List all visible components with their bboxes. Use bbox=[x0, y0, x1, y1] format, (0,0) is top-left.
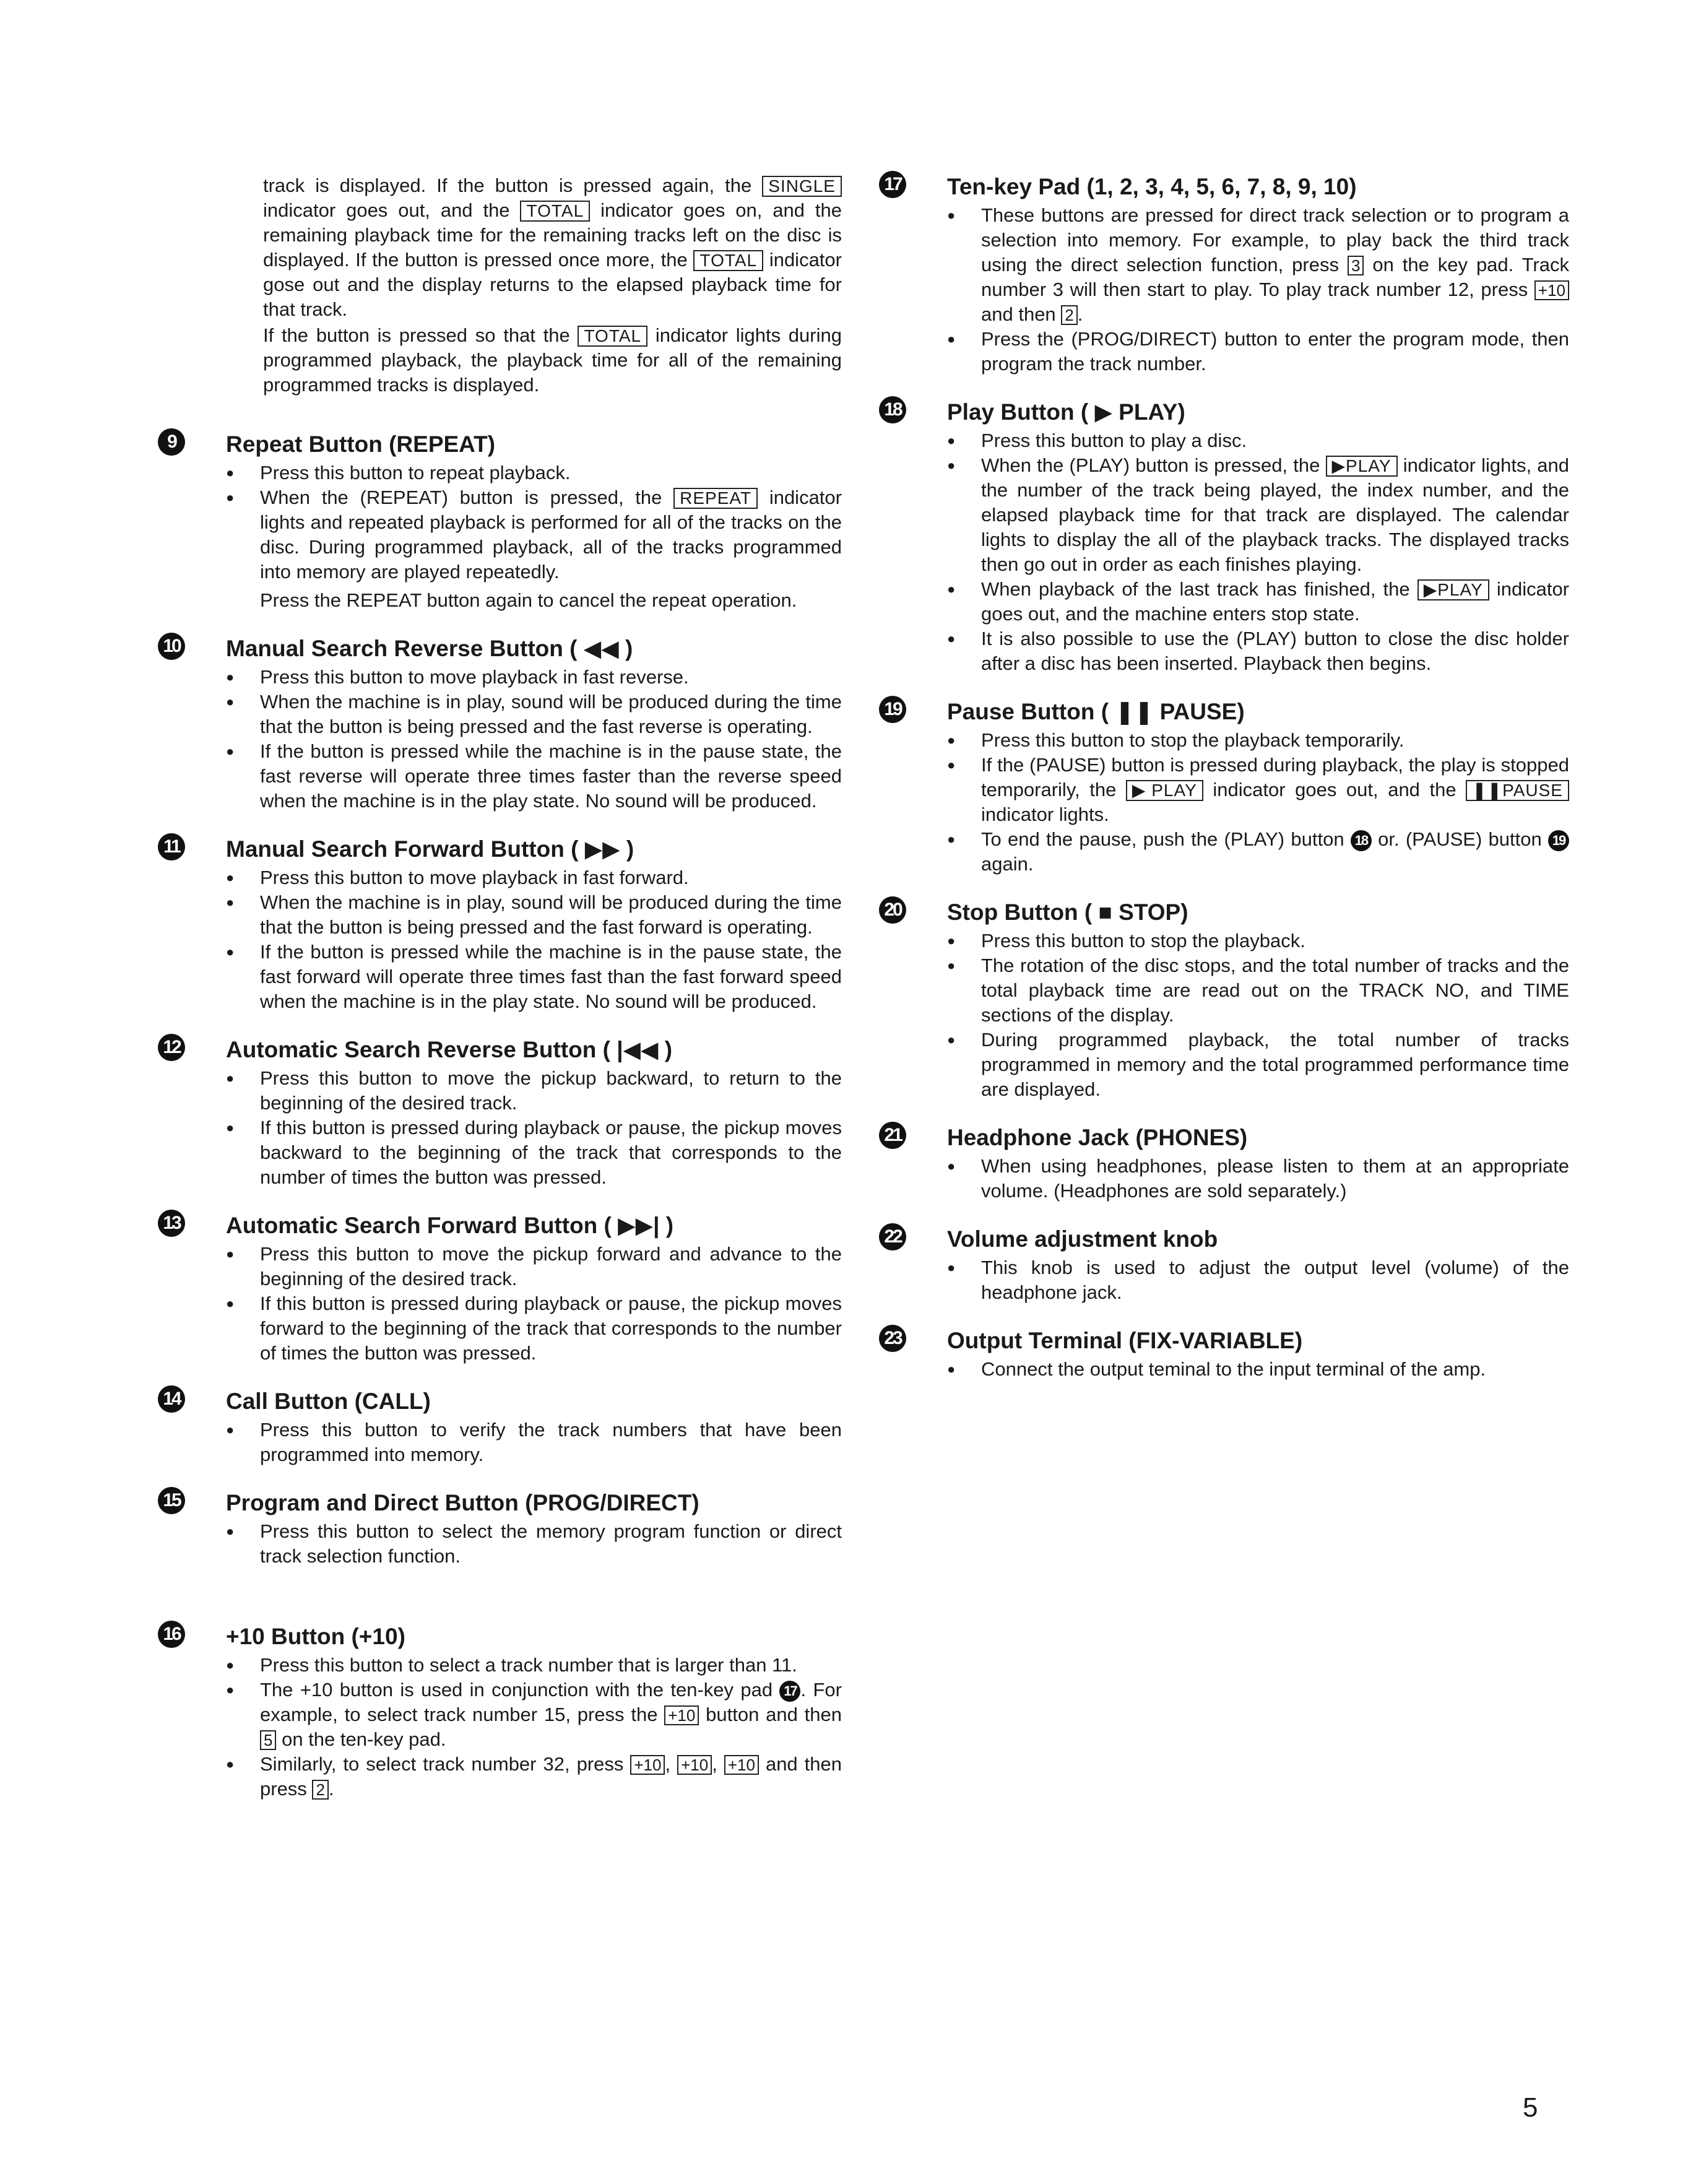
bullet-item: ● The rotation of the disc stops, and the total number of tracks and the total playback time are read out on the TRACK NO, and TIME sections of the display. bbox=[947, 953, 1569, 1028]
section-heading: Manual Search Forward Button ( ▶▶ ) bbox=[226, 836, 634, 862]
bullet-text: or. (PAUSE) button bbox=[1378, 828, 1542, 850]
section-heading: Play Button ( ▶ PLAY) bbox=[947, 399, 1185, 425]
bullet-text: indicator lights. bbox=[981, 804, 1109, 825]
left-column bbox=[158, 173, 842, 1801]
comma: , bbox=[665, 1753, 671, 1775]
bullet-item: ● During programmed playback, the total number of tracks programmed in memory and the total programmed performance time are displayed. bbox=[947, 1028, 1569, 1102]
plus10-key: +10 bbox=[724, 1755, 759, 1775]
section-heading: Headphone Jack (PHONES) bbox=[947, 1125, 1248, 1150]
section-10 bbox=[158, 635, 842, 813]
bullet-item: ● Press this button to stop the playback. bbox=[947, 929, 1569, 953]
section-number: 21 bbox=[879, 1122, 906, 1149]
bullet-item: ● Press this button to move playback in fast reverse. bbox=[226, 665, 842, 690]
intro-paragraph-1 bbox=[263, 173, 842, 322]
section-reference: 17 bbox=[779, 1681, 800, 1702]
bullet-text: The +10 button is used in conjunction with the ten-key pad bbox=[260, 1679, 773, 1701]
bullet-item: ● It is also possible to use the (PLAY) button to close the disc holder after a disc has been inserted. Playback then begins. bbox=[947, 626, 1569, 676]
bullet-list bbox=[226, 665, 842, 813]
bullet-list bbox=[226, 865, 842, 1014]
bullet-text: . For example, to select track number 15, press the bbox=[260, 1679, 842, 1725]
section-heading: Ten-key Pad (1, 2, 3, 4, 5, 6, 7, 8, 9, 10) bbox=[947, 174, 1357, 199]
section-number: 16 bbox=[158, 1621, 185, 1648]
section-14 bbox=[158, 1388, 842, 1467]
total-indicator: TOTAL bbox=[520, 201, 590, 222]
bullet-item bbox=[226, 1678, 842, 1752]
plus10-key: +10 bbox=[1534, 280, 1569, 300]
number-key: 2 bbox=[1061, 305, 1077, 325]
section-number: 15 bbox=[158, 1487, 185, 1514]
section-17 bbox=[879, 173, 1569, 376]
bullet-text: indicator lights, and the number of the track being played, the index number, and the elapsed playback time for that track are displayed. The calendar lights to display the all of the playback tracks. The displayed tracks then go out in order as each finishes playing. bbox=[981, 454, 1569, 575]
section-number: 12 bbox=[158, 1034, 185, 1061]
section-number: 20 bbox=[879, 896, 906, 924]
bullet-list bbox=[226, 1066, 842, 1190]
bullet-text: and then press bbox=[260, 1753, 842, 1800]
total-indicator: TOTAL bbox=[693, 250, 763, 271]
section-18 bbox=[879, 399, 1569, 676]
intro-text: indicator goes on, and the remaining playback time for the remaining tracks left on the disc is displayed. If the button is pressed once more, the bbox=[263, 199, 842, 271]
bullet-text: These buttons are pressed for direct track selection or to program a selection into memory. For example, to play back the third track using the direct selection function, press bbox=[981, 204, 1569, 275]
section-number: 9 bbox=[158, 428, 185, 456]
section-23 bbox=[879, 1327, 1569, 1382]
plus10-key: +10 bbox=[664, 1705, 699, 1725]
bullet-list bbox=[947, 203, 1569, 376]
section-number: 14 bbox=[158, 1385, 185, 1413]
total-indicator: TOTAL bbox=[578, 326, 647, 347]
section-number: 17 bbox=[879, 171, 906, 198]
bullet-list bbox=[947, 1255, 1569, 1305]
section-13 bbox=[158, 1212, 842, 1366]
section-22 bbox=[879, 1226, 1569, 1305]
bullet-text: When the (PLAY) button is pressed, the bbox=[981, 454, 1320, 476]
bullet-item bbox=[947, 453, 1569, 577]
intro-text: indicator lights during programmed playback, the playback time for all of the remaining programmed tracks is displayed. bbox=[263, 324, 842, 396]
intro-paragraph-2 bbox=[263, 323, 842, 397]
bullet-item: ● Press this button to repeat playback. bbox=[226, 461, 842, 485]
bullet-item bbox=[947, 203, 1569, 327]
period: . bbox=[1077, 303, 1083, 325]
intro-text: indicator gose out and the display returns to the elapsed playback time for that track. bbox=[263, 249, 842, 320]
bullet-item: ● Press this button to stop the playback temporarily. bbox=[947, 728, 1569, 753]
bullet-list bbox=[226, 1653, 842, 1801]
bullet-text: indicator goes out, and the machine enters stop state. bbox=[981, 578, 1570, 625]
bullet-item: ● Connect the output teminal to the input terminal of the amp. bbox=[947, 1357, 1569, 1382]
bullet-text: Similarly, to select track number 32, press bbox=[260, 1753, 624, 1775]
bullet-list bbox=[226, 461, 842, 584]
section-heading: Volume adjustment knob bbox=[947, 1226, 1218, 1252]
bullet-list bbox=[947, 1357, 1569, 1382]
section-9 bbox=[158, 431, 842, 613]
bullet-item: ● Press the (PROG/DIRECT) button to enter the program mode, then program the track number. bbox=[947, 327, 1569, 376]
section-heading: +10 Button (+10) bbox=[226, 1624, 405, 1649]
bullet-item: ● Press this button to move the pickup backward, to return to the beginning of the desired track. bbox=[226, 1066, 842, 1116]
bullet-list bbox=[226, 1519, 842, 1569]
bullet-item bbox=[226, 1752, 842, 1801]
section-number: 19 bbox=[879, 696, 906, 723]
bullet-list bbox=[226, 1418, 842, 1467]
period: . bbox=[328, 1778, 334, 1800]
section-16 bbox=[158, 1623, 842, 1801]
section-number: 18 bbox=[879, 396, 906, 423]
section-19 bbox=[879, 698, 1569, 877]
intro-text: If the button is pressed so that the bbox=[263, 324, 570, 346]
bullet-text: again. bbox=[981, 853, 1034, 875]
pause-indicator: ❚❚PAUSE bbox=[1466, 780, 1569, 801]
section-15 bbox=[158, 1489, 842, 1569]
single-indicator: SINGLE bbox=[762, 176, 842, 197]
bullet-item: ● If the button is pressed while the machine is in the pause state, the fast forward will operate three times fast than the fast forward speed when the machine is in the play state. No sound will be produced. bbox=[226, 940, 842, 1014]
section-number: 22 bbox=[879, 1223, 906, 1250]
bullet-item: ● Press this button to select the memory program function or direct track selection function. bbox=[226, 1519, 842, 1569]
number-key: 2 bbox=[312, 1780, 328, 1800]
bullet-item: ● When the machine is in play, sound will be produced during the time that the button is being pressed and the fast reverse is operating. bbox=[226, 690, 842, 739]
bullet-item bbox=[226, 485, 842, 584]
bullet-item: ● This knob is used to adjust the output level (volume) of the headphone jack. bbox=[947, 1255, 1569, 1305]
bullet-item: ● Press this button to verify the track numbers that have been programmed into memory. bbox=[226, 1418, 842, 1467]
section-heading: Call Button (CALL) bbox=[226, 1389, 431, 1414]
bullet-item bbox=[947, 577, 1569, 626]
page-number: 5 bbox=[1523, 2092, 1538, 2123]
bullet-text: indicator lights and repeated playback is performed for all of the tracks on the disc. During programmed playback, all of the tracks programmed into memory are played repeatedly. bbox=[260, 487, 842, 583]
section-heading: Program and Direct Button (PROG/DIRECT) bbox=[226, 1490, 699, 1515]
bullet-text: and then bbox=[981, 303, 1056, 325]
section-reference: 18 bbox=[1351, 830, 1372, 851]
section-number: 11 bbox=[158, 833, 185, 860]
bullet-item: ● When using headphones, please listen to them at an appropriate volume. (Headphones are sold separately.) bbox=[947, 1154, 1569, 1203]
repeat-indicator: REPEAT bbox=[673, 488, 758, 509]
bullet-text: When the (REPEAT) button is pressed, the bbox=[260, 487, 662, 508]
section-heading: Automatic Search Reverse Button ( |◀◀ ) bbox=[226, 1037, 673, 1062]
bullet-text: indicator goes out, and the bbox=[1213, 779, 1456, 800]
comma: , bbox=[712, 1753, 717, 1775]
intro-text: indicator goes out, and the bbox=[263, 199, 510, 221]
section-heading: Stop Button ( ■ STOP) bbox=[947, 899, 1188, 925]
bullet-item bbox=[947, 827, 1569, 877]
section-heading: Pause Button ( ❚❚ PAUSE) bbox=[947, 699, 1245, 724]
bullet-text: To end the pause, push the (PLAY) button bbox=[981, 828, 1344, 850]
intro-continuation bbox=[263, 173, 842, 397]
bullet-text: on the ten-key pad. bbox=[282, 1728, 446, 1750]
bullet-item: ● When the machine is in play, sound will be produced during the time that the button is being pressed and the fast forward is operating. bbox=[226, 890, 842, 940]
bullet-list bbox=[226, 1242, 842, 1366]
section-heading: Repeat Button (REPEAT) bbox=[226, 431, 496, 457]
section-reference: 19 bbox=[1548, 830, 1569, 851]
play-indicator: ▶PLAY bbox=[1417, 579, 1489, 600]
right-column bbox=[879, 173, 1569, 1382]
plus10-key: +10 bbox=[677, 1755, 712, 1775]
bullet-list bbox=[947, 929, 1569, 1102]
intro-text: track is displayed. If the button is pressed again, the bbox=[263, 175, 752, 196]
bullet-item: ● If this button is pressed during playback or pause, the pickup moves forward to the beginning of the track that corresponds to the number of times the button was pressed. bbox=[226, 1291, 842, 1366]
section-number: 23 bbox=[879, 1325, 906, 1352]
section-12 bbox=[158, 1036, 842, 1190]
bullet-text: button and then bbox=[706, 1704, 842, 1725]
plus10-key: +10 bbox=[630, 1755, 665, 1775]
section-note: Press the REPEAT button again to cancel the repeat operation. bbox=[260, 589, 797, 611]
bullet-item: ● Press this button to select a track number that is larger than 11. bbox=[226, 1653, 842, 1678]
number-key: 3 bbox=[1348, 256, 1364, 275]
section-number: 10 bbox=[158, 633, 185, 660]
bullet-list bbox=[947, 1154, 1569, 1203]
bullet-item: ● Press this button to move the pickup forward and advance to the beginning of the desired track. bbox=[226, 1242, 842, 1291]
bullet-item: ● If this button is pressed during playback or pause, the pickup moves backward to the beginning of the track that corresponds to the number of times the button was pressed. bbox=[226, 1116, 842, 1190]
bullet-item bbox=[947, 753, 1569, 827]
play-indicator: ▶PLAY bbox=[1326, 456, 1398, 477]
number-key: 5 bbox=[260, 1730, 276, 1750]
bullet-item: ● Press this button to move playback in fast forward. bbox=[226, 865, 842, 890]
section-heading: Output Terminal (FIX-VARIABLE) bbox=[947, 1328, 1303, 1353]
bullet-text: When playback of the last track has finished, the bbox=[981, 578, 1410, 600]
section-21 bbox=[879, 1124, 1569, 1203]
section-number: 13 bbox=[158, 1210, 185, 1237]
bullet-text: If the (PAUSE) button is pressed during playback, the play is stopped temporarily, the bbox=[981, 754, 1569, 800]
section-heading: Automatic Search Forward Button ( ▶▶| ) bbox=[226, 1213, 674, 1238]
bullet-list bbox=[947, 728, 1569, 877]
bullet-text: on the key pad. Track number 3 will then start to play. To play track number 12, press bbox=[981, 254, 1569, 300]
section-heading: Manual Search Reverse Button ( ◀◀ ) bbox=[226, 636, 633, 661]
play-indicator: ▶ PLAY bbox=[1126, 780, 1203, 801]
bullet-item: ● Press this button to play a disc. bbox=[947, 428, 1569, 453]
bullet-item: ● If the button is pressed while the machine is in the pause state, the fast reverse will operate three times faster than the reverse speed when the machine is in the play state. No sound will be produced. bbox=[226, 739, 842, 813]
section-20 bbox=[879, 899, 1569, 1102]
bullet-list bbox=[947, 428, 1569, 676]
section-11 bbox=[158, 836, 842, 1014]
